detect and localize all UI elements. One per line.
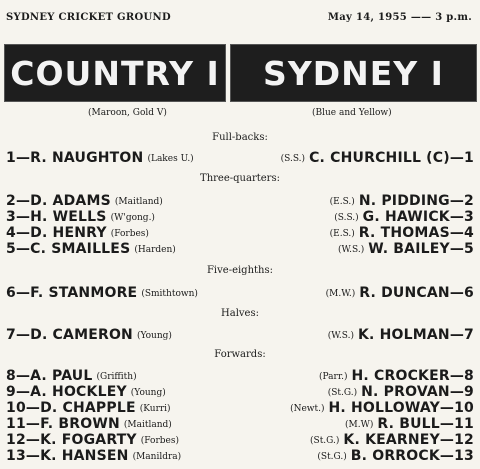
club-left: (Smithtown) <box>141 289 198 299</box>
team-title-sydney: SYDNEY I <box>263 53 444 93</box>
club-right: (M.W) <box>345 420 374 430</box>
player-row <box>0 238 480 257</box>
club-right: (W.S.) <box>337 245 365 255</box>
player-name-right: H. CROCKER—8 <box>351 368 474 384</box>
player-row <box>0 222 480 241</box>
player-name-left: 12—K. FOGARTY <box>6 432 137 448</box>
player-row <box>0 282 480 301</box>
player-row <box>0 381 480 400</box>
player-row <box>0 147 480 166</box>
player-name-right: K. KEARNEY—12 <box>343 432 474 448</box>
player-row <box>0 324 480 343</box>
player-name-left: 5—C. SMAILLES <box>6 241 131 257</box>
player-name-right: G. HAWICK—3 <box>362 209 474 225</box>
player-row <box>0 397 480 416</box>
player-name-right: C. CHURCHILL (C)—1 <box>309 150 474 166</box>
club-left: (Lakes U.) <box>147 154 194 164</box>
club-right: (S.S.) <box>280 154 306 164</box>
player-name-right: R. THOMAS—4 <box>358 225 474 241</box>
club-left: (Manildra) <box>132 452 182 462</box>
player-name-left: 9—A. HOCKLEY <box>6 384 127 400</box>
club-right: (St.G.) <box>327 388 358 398</box>
player-name-right: R. DUNCAN—6 <box>359 285 474 301</box>
club-right: (M.W.) <box>325 289 356 299</box>
player-name-left: 2—D. ADAMS <box>6 193 111 209</box>
player-name-right: N. PIDDING—2 <box>358 193 474 209</box>
player-name-right: N. PROVAN—9 <box>361 384 474 400</box>
club-right: (W.S.) <box>327 331 354 341</box>
player-row <box>0 413 480 432</box>
ground-name: SYDNEY CRICKET GROUND <box>6 12 171 23</box>
player-name-left: 4—D. HENRY <box>6 225 107 241</box>
player-name-right: H. HOLLOWAY—10 <box>328 400 474 416</box>
player-name-right: B. ORROCK—13 <box>350 448 474 464</box>
team-title-country: COUNTRY I <box>10 53 220 93</box>
match-date-time: May 14, 1955 —— 3 p.m. <box>327 12 472 23</box>
club-left: (Young) <box>136 331 172 341</box>
club-left: (Kurri) <box>139 404 171 414</box>
club-left: (Maitland) <box>123 420 172 430</box>
player-name-left: 10—D. CHAPPLE <box>6 400 136 416</box>
player-row <box>0 190 480 209</box>
club-right: (St.G.) <box>310 436 340 446</box>
player-name-left: 7—D. CAMERON <box>6 327 133 343</box>
player-row <box>0 206 480 225</box>
player-row <box>0 365 480 384</box>
section-halves: Halves: <box>221 308 259 319</box>
club-right: (Parr.) <box>318 372 348 382</box>
club-left: (Forbes) <box>110 229 149 239</box>
club-left: (Forbes) <box>140 436 179 446</box>
player-name-left: 13—K. HANSEN <box>6 448 129 464</box>
club-right: (Newt.) <box>290 404 325 414</box>
section-forwards: Forwards: <box>214 349 266 360</box>
player-name-left: 11—F. BROWN <box>6 416 120 432</box>
player-name-left: 3—H. WELLS <box>6 209 107 225</box>
player-name-right: W. BAILEY—5 <box>368 241 474 257</box>
section-threequarters: Three-quarters: <box>200 173 280 184</box>
team-banner-sydney <box>230 44 477 102</box>
club-right: (E.S.) <box>329 229 355 239</box>
club-left: (Young) <box>130 388 166 398</box>
player-name-left: 1—R. NAUGHTON <box>6 150 144 166</box>
club-left: (Maitland) <box>114 197 163 207</box>
player-name-right: K. HOLMAN—7 <box>357 327 474 343</box>
club-left: (Harden) <box>134 245 176 255</box>
player-row <box>0 429 480 448</box>
player-name-left: 6—F. STANMORE <box>6 285 138 301</box>
section-fullbacks: Full-backs: <box>212 132 268 143</box>
player-name-right: R. BULL—11 <box>377 416 474 432</box>
club-right: (S.S.) <box>334 213 359 223</box>
team-colours-country: (Maroon, Gold V) <box>88 108 167 118</box>
team-banner-country <box>4 44 226 102</box>
club-right: (E.S.) <box>329 197 355 207</box>
club-left: (Griffith) <box>96 372 137 382</box>
club-left: (W'gong.) <box>110 213 155 223</box>
club-right: (St.G.) <box>317 452 347 462</box>
player-name-left: 8—A. PAUL <box>6 368 93 384</box>
section-fiveeighths: Five-eighths: <box>206 265 273 276</box>
team-colours-sydney: (Blue and Yellow) <box>312 108 392 118</box>
player-row <box>0 445 480 464</box>
